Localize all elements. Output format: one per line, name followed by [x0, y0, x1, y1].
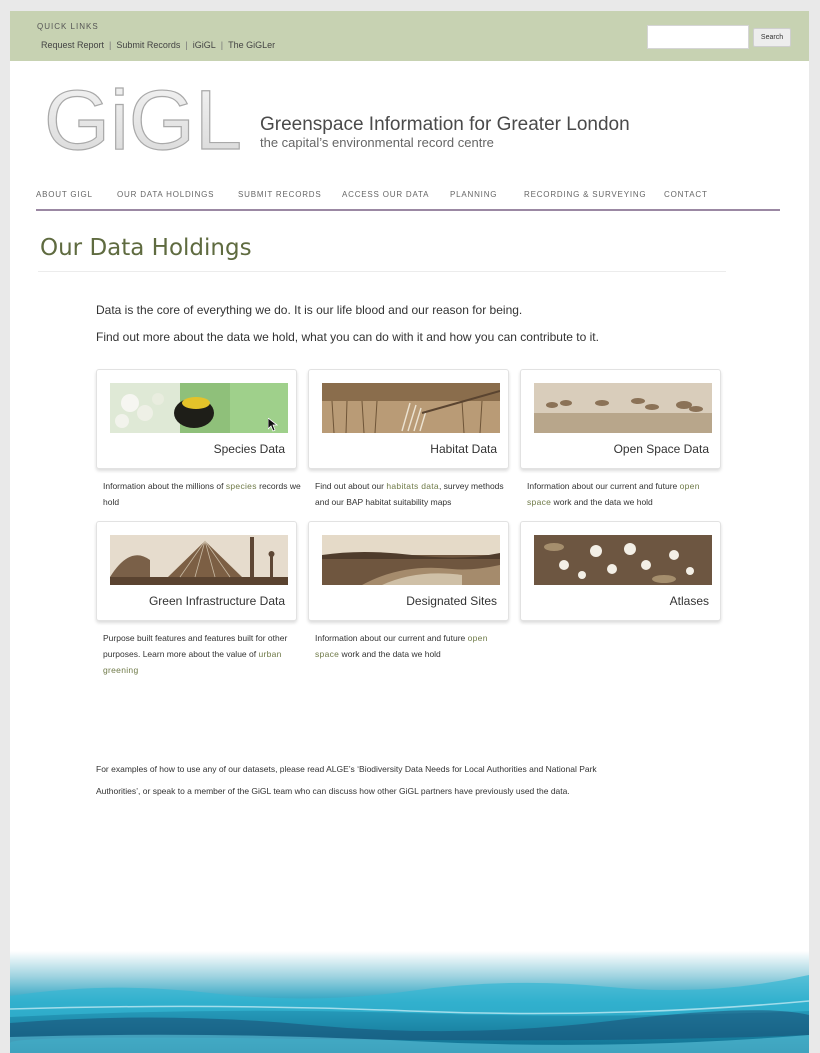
quick-links-list	[41, 40, 275, 50]
card-label: Designated Sites	[406, 594, 497, 608]
desc-text: records we hold	[103, 481, 301, 507]
designated-sites-description	[315, 630, 500, 662]
desc-text: work and the data we hold	[551, 497, 653, 507]
quick-link-igigl[interactable]: iGiGL	[192, 40, 216, 50]
card-label: Green Infrastructure Data	[148, 594, 285, 608]
desc-text: Information about our current and future	[315, 633, 468, 643]
separator: |	[220, 40, 224, 50]
habitats-data-link[interactable]: habitats data	[386, 481, 439, 491]
card-species-data[interactable]	[96, 369, 297, 469]
nav-our-data-holdings[interactable]: OUR DATA HOLDINGS	[117, 190, 215, 199]
species-link[interactable]: species	[225, 481, 257, 491]
green-infrastructure-description	[103, 630, 298, 678]
card-designated-sites[interactable]	[308, 521, 509, 621]
site-name: Greenspace Information for Greater London	[260, 114, 630, 135]
quick-links-title: QUICK LINKS	[37, 22, 99, 31]
open-space-thumbnail	[534, 383, 712, 433]
card-green-infrastructure-data[interactable]	[96, 521, 297, 621]
mouse-pointer-icon	[268, 418, 278, 432]
gigl-logo[interactable]	[44, 81, 244, 155]
atlases-thumbnail	[534, 535, 712, 585]
urban-greening-link[interactable]: urban greening	[103, 649, 282, 675]
open-space-link[interactable]: open space	[527, 481, 700, 507]
species-thumbnail	[110, 383, 288, 433]
quick-link-submit-records[interactable]: Submit Records	[116, 40, 181, 50]
designated-sites-thumbnail	[322, 535, 500, 585]
quick-link-the-gigler[interactable]: The GiGLer	[228, 40, 276, 50]
separator: |	[185, 40, 188, 50]
card-label: Open Space Data	[613, 442, 709, 456]
nav-about-gigl[interactable]: ABOUT GIGL	[36, 190, 93, 199]
intro-text-1: Data is the core of everything we do. It is our life blood and our reason for being.	[96, 303, 523, 317]
desc-text: Find out about our	[315, 481, 387, 491]
logo-text: GiGL	[44, 81, 243, 155]
card-open-space-data[interactable]	[520, 369, 721, 469]
desc-text: Information about our current and future	[527, 481, 680, 491]
nav-contact[interactable]: CONTACT	[664, 190, 708, 199]
open-space-link[interactable]: open space	[315, 633, 488, 659]
desc-text: Purpose built features and features built for other purposes. Learn more about the value of	[103, 633, 288, 659]
nav-access-our-data[interactable]: ACCESS OUR DATA	[342, 190, 430, 199]
page-title: Our Data Holdings	[40, 235, 252, 261]
green-infrastructure-thumbnail	[110, 535, 288, 585]
search-button[interactable]: Search	[753, 28, 791, 47]
desc-text: , survey methods and our BAP habitat suitability maps	[315, 481, 504, 507]
water-banner	[10, 951, 809, 1053]
search-input[interactable]	[647, 25, 749, 49]
open-space-description	[527, 478, 712, 510]
desc-text: Information about the millions of	[103, 481, 226, 491]
quick-link-request-report[interactable]: Request Report	[41, 40, 105, 50]
nav-planning[interactable]: PLANNING	[450, 190, 498, 199]
quick-links-bar	[10, 11, 809, 61]
page	[10, 11, 809, 1053]
footer-note: For examples of how to use any of our datasets, please read ALGE’s ‘Biodiversity Data Needs for Local Authorities and National Park Authorities’, or speak to a member of the GiGL team who can discuss how other GiGL partners have previously used the data.	[96, 764, 597, 796]
nav-recording-surveying[interactable]: RECORDING & SURVEYING	[524, 190, 647, 199]
site-tagline: the capital’s environmental record centre	[260, 135, 494, 150]
nav-submit-records[interactable]: SUBMIT RECORDS	[238, 190, 322, 199]
habitat-thumbnail	[322, 383, 500, 433]
main-nav	[36, 190, 780, 211]
card-label: Atlases	[669, 594, 709, 608]
card-label: Habitat Data	[430, 442, 497, 456]
desc-text: work and the data we hold	[339, 649, 441, 659]
card-label: Species Data	[213, 442, 285, 456]
habitat-description	[315, 478, 515, 510]
card-habitat-data[interactable]	[308, 369, 509, 469]
divider	[38, 271, 726, 272]
card-atlases[interactable]	[520, 521, 721, 621]
species-description	[103, 478, 303, 510]
separator: |	[109, 40, 112, 50]
intro-text-2: Find out more about the data we hold, what you can do with it and how you can contribute to it.	[96, 330, 599, 344]
